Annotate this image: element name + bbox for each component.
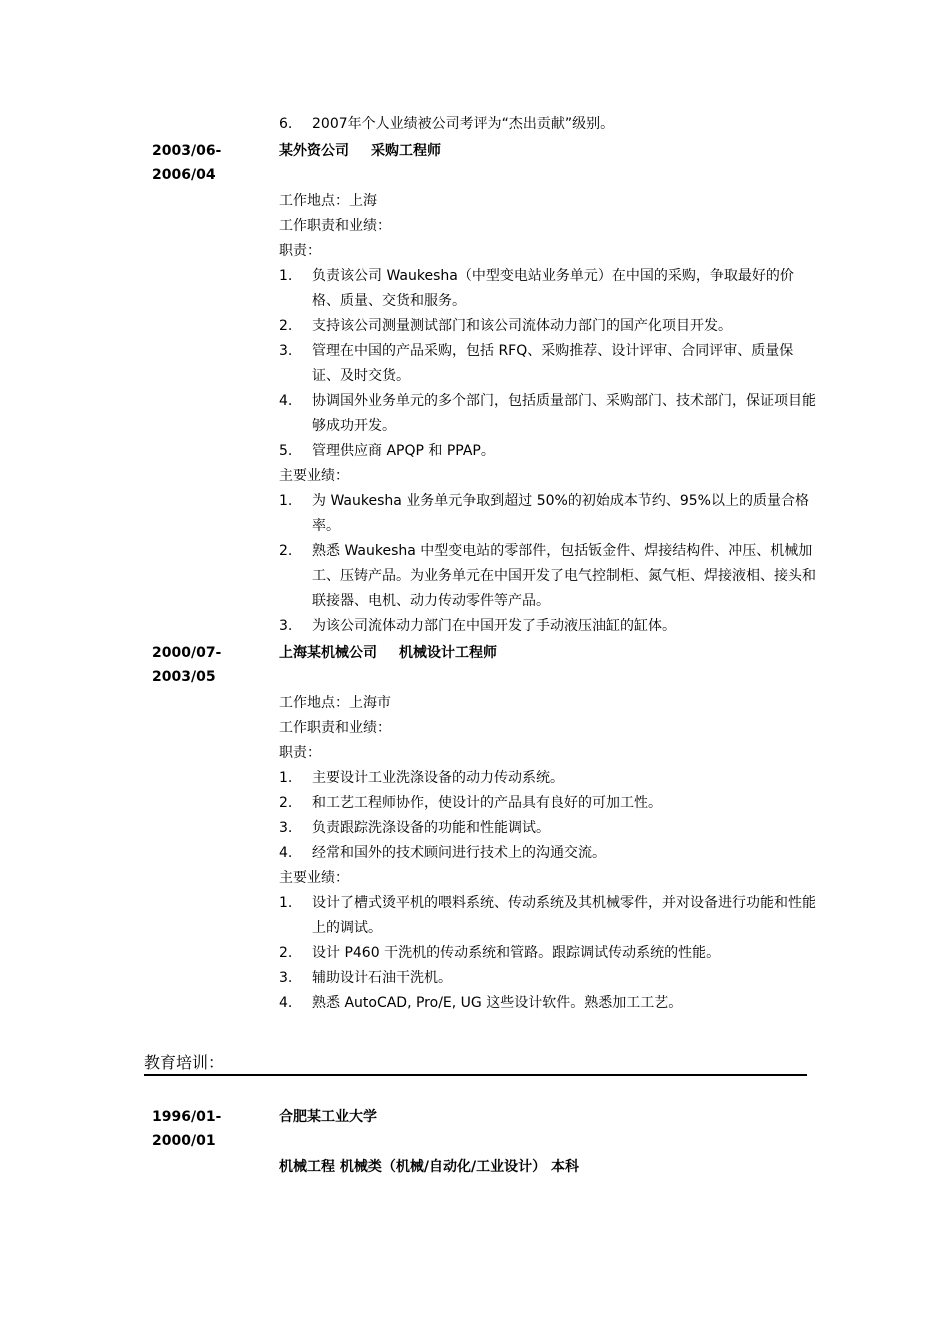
item-number: 3. bbox=[279, 618, 293, 634]
job2-content bbox=[279, 641, 819, 1016]
education-dates bbox=[152, 1105, 221, 1153]
list-item bbox=[279, 614, 819, 639]
item-number: 1. bbox=[279, 770, 293, 786]
list-item bbox=[279, 991, 819, 1016]
item-number: 1. bbox=[279, 493, 293, 509]
job2-location: 工作地点：上海市 bbox=[279, 695, 391, 711]
item-text: 和工艺工程师协作，使设计的产品具有良好的可加工性。 bbox=[312, 795, 662, 811]
spacer bbox=[279, 666, 819, 691]
job1-position: 采购工程师 bbox=[371, 143, 441, 159]
job1-duties-label: 职责： bbox=[279, 243, 321, 259]
item-text: 经常和国外的技术顾问进行技术上的沟通交流。 bbox=[312, 845, 606, 861]
list-item bbox=[279, 112, 819, 137]
job2-dates bbox=[152, 641, 221, 689]
list-item bbox=[279, 816, 819, 841]
job2-achievements-list bbox=[279, 891, 819, 1016]
job1-date-end: 2006/04 bbox=[152, 167, 216, 183]
list-item bbox=[279, 891, 819, 941]
job2-date-end: 2003/05 bbox=[152, 669, 216, 685]
item-text: 辅助设计石油干洗机。 bbox=[312, 970, 452, 986]
job2-duties-list bbox=[279, 766, 819, 866]
job2-position: 机械设计工程师 bbox=[399, 645, 497, 661]
list-item bbox=[279, 264, 819, 314]
item-number: 1. bbox=[279, 895, 293, 911]
job1-achievements-label: 主要业绩： bbox=[279, 468, 349, 484]
item-number: 4. bbox=[279, 845, 293, 861]
item-number: 3. bbox=[279, 343, 293, 359]
item-text: 设计了槽式烫平机的喂料系统、传动系统及其机械零件，并对设备进行功能和性能上的调试。 bbox=[312, 895, 816, 936]
list-item bbox=[279, 841, 819, 866]
item-number: 5. bbox=[279, 443, 293, 459]
education-date-start: 1996/01- bbox=[152, 1109, 222, 1125]
list-item bbox=[279, 791, 819, 816]
item-number: 2. bbox=[279, 318, 293, 334]
list-item bbox=[279, 539, 819, 614]
item-number: 2. bbox=[279, 543, 293, 559]
item-number: 1. bbox=[279, 268, 293, 284]
job2-company: 上海某机械公司 bbox=[279, 645, 377, 661]
list-item bbox=[279, 389, 819, 439]
list-item bbox=[279, 339, 819, 389]
list-item bbox=[279, 439, 819, 464]
top-continuation bbox=[279, 112, 819, 137]
item-number: 6. bbox=[279, 116, 293, 132]
item-text: 熟悉 AutoCAD, Pro/E, UG 这些设计软件。熟悉加工工艺。 bbox=[312, 995, 683, 1011]
item-text: 负责跟踪洗涤设备的功能和性能调试。 bbox=[312, 820, 550, 836]
item-text: 管理供应商 APQP 和 PPAP。 bbox=[312, 443, 495, 459]
job1-duties-header: 工作职责和业绩： bbox=[279, 218, 391, 234]
job2-date-start: 2000/07- bbox=[152, 645, 222, 661]
education-heading-text: 教育培训： bbox=[144, 1053, 225, 1072]
job2-title bbox=[279, 641, 819, 666]
item-text: 主要设计工业洗涤设备的动力传动系统。 bbox=[312, 770, 564, 786]
job1-title bbox=[279, 139, 819, 164]
item-number: 4. bbox=[279, 995, 293, 1011]
job2-duties-label: 职责： bbox=[279, 745, 321, 761]
item-text: 设计 P460 干洗机的传动系统和管路。跟踪调试传动系统的性能。 bbox=[312, 945, 721, 961]
item-number: 2. bbox=[279, 795, 293, 811]
item-text: 2007年个人业绩被公司考评为“杰出贡献”级别。 bbox=[312, 116, 615, 132]
list-item bbox=[279, 489, 819, 539]
item-number: 3. bbox=[279, 970, 293, 986]
item-number: 2. bbox=[279, 945, 293, 961]
item-text: 为该公司流体动力部门在中国开发了手动液压油缸的缸体。 bbox=[312, 618, 676, 634]
item-number: 3. bbox=[279, 820, 293, 836]
education-school: 合肥某工业大学 bbox=[279, 1109, 377, 1125]
job1-content bbox=[279, 139, 819, 639]
job2-achievements-label: 主要业绩： bbox=[279, 870, 349, 886]
education-date-end: 2000/01 bbox=[152, 1133, 216, 1149]
education-heading bbox=[144, 1052, 807, 1076]
job1-dates bbox=[152, 139, 221, 187]
spacer bbox=[279, 164, 819, 189]
job1-duties-list bbox=[279, 264, 819, 464]
job1-date-start: 2003/06- bbox=[152, 143, 222, 159]
item-text: 管理在中国的产品采购，包括 RFQ、采购推荐、设计评审、合同评审、质量保证、及时交货。 bbox=[312, 343, 794, 384]
job1-location: 工作地点：上海 bbox=[279, 193, 377, 209]
education-major: 机械工程 机械类（机械/自动化/工业设计） 本科 bbox=[279, 1159, 579, 1175]
item-number: 4. bbox=[279, 393, 293, 409]
item-text: 协调国外业务单元的多个部门，包括质量部门、采购部门、技术部门，保证项目能够成功开发。 bbox=[312, 393, 816, 434]
list-item bbox=[279, 941, 819, 966]
list-item bbox=[279, 314, 819, 339]
item-text: 熟悉 Waukesha 中型变电站的零部件，包括钣金件、焊接结构件、冲压、机械加工、压铸产品。为业务单元在中国开发了电气控制柜、氮气柜、焊接液相、接头和联接器、电机、动力传动零件等产品。 bbox=[312, 543, 816, 609]
item-text: 支持该公司测量测试部门和该公司流体动力部门的国产化项目开发。 bbox=[312, 318, 732, 334]
item-text: 为 Waukesha 业务单元争取到超过 50%的初始成本节约、95%以上的质量合格率。 bbox=[312, 493, 809, 534]
item-text: 负责该公司 Waukesha（中型变电站业务单元）在中国的采购，争取最好的价格、质量、交货和服务。 bbox=[312, 268, 794, 309]
job2-duties-header: 工作职责和业绩： bbox=[279, 720, 391, 736]
job1-achievements-list bbox=[279, 489, 819, 639]
job1-company: 某外资公司 bbox=[279, 143, 349, 159]
list-item bbox=[279, 766, 819, 791]
list-item bbox=[279, 966, 819, 991]
